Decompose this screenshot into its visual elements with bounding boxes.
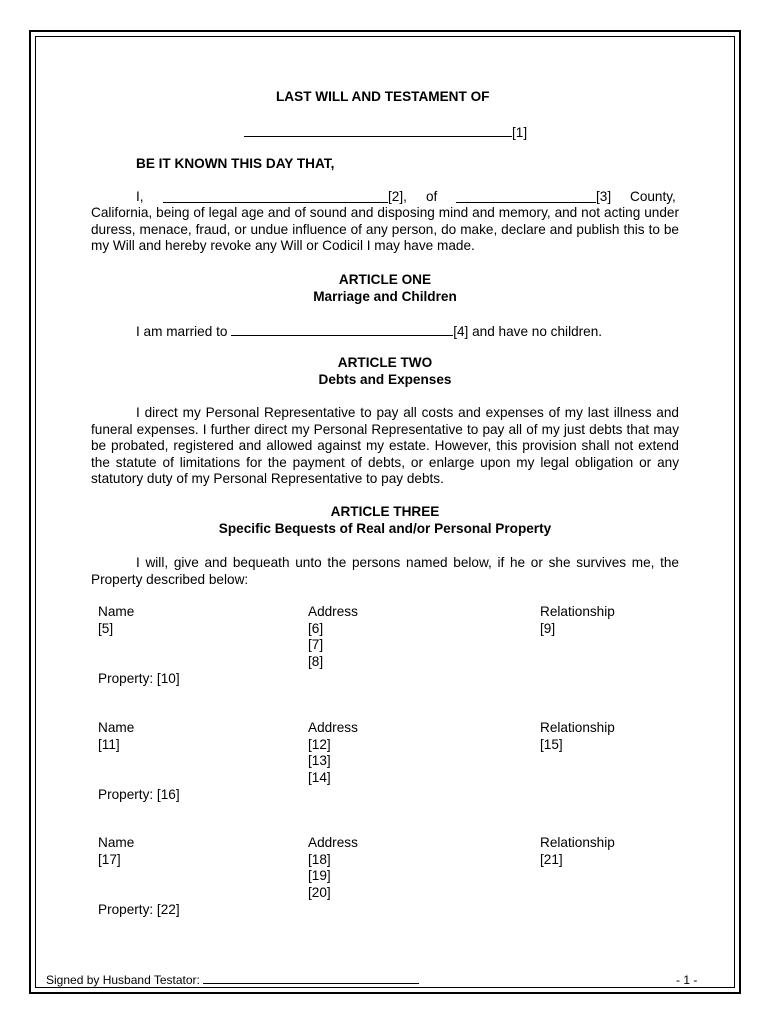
relationship-label: Relationship <box>540 835 615 850</box>
known-heading: BE IT KNOWN THIS DAY THAT, <box>136 156 335 171</box>
name-label: Name <box>98 835 135 850</box>
relationship-label: Relationship <box>540 720 615 735</box>
article-three-subheading: Specific Bequests of Real and/or Personal Property <box>218 521 552 536</box>
relationship-label: Relationship <box>540 604 615 619</box>
marriage-line <box>136 322 602 341</box>
debts-paragraph: I direct my Personal Representative to pay all costs and expenses of my last illness and funeral expenses. I further direct my Personal Representative to pay all of my just debts that may be probated, registered and allowed against my estate. However, this provision shall not extend the statute of limitations for the payment of debts, or enlarge upon my legal obligation or any statutory duty of my Personal Representative to pay debts. <box>91 405 679 486</box>
bequest-paragraph: I will, give and bequeath unto the persons named below, if he or she survives me, the Property described below: <box>91 555 679 587</box>
address-line-1: [18] <box>308 852 331 867</box>
name-value: [5] <box>98 621 114 636</box>
address-label: Address <box>308 604 358 619</box>
name-value: [11] <box>98 737 120 752</box>
intro-paragraph: California, being of legal age and of sound and disposing mind and memory, and not acting under duress, menace, fraud, or undue influence of any person, do make, declare and publish this to be my Will and hereby revoke any Will or Codicil I may have made. <box>91 205 679 253</box>
intro-county: County, <box>630 189 676 204</box>
relationship-value: [15] <box>540 737 563 752</box>
intro-first-line <box>136 189 679 206</box>
marker-4: [4] and have no children. <box>453 324 603 339</box>
intro-i: I, <box>136 189 144 204</box>
relationship-value: [21] <box>540 852 563 867</box>
signed-label: Signed by Husband Testator: <box>46 973 200 987</box>
blank-line[interactable] <box>244 123 512 137</box>
address-line-1: [12] <box>308 737 331 752</box>
spouse-blank[interactable] <box>231 322 453 336</box>
address-label: Address <box>308 835 358 850</box>
article-two-subheading: Debts and Expenses <box>318 372 452 387</box>
field-marker: [1] <box>512 125 528 140</box>
page-number: - 1 - <box>676 973 698 987</box>
address-line-2: [7] <box>308 637 324 652</box>
address-label: Address <box>308 720 358 735</box>
name-value: [17] <box>98 852 121 867</box>
article-two-heading: ARTICLE TWO <box>337 355 433 370</box>
article-three-heading: ARTICLE THREE <box>330 504 440 519</box>
name-blank[interactable] <box>163 189 388 203</box>
address-line-1: [6] <box>308 621 324 636</box>
address-line-2: [19] <box>308 868 331 883</box>
marker-2: [2], <box>388 189 407 204</box>
article-one-heading: ARTICLE ONE <box>338 272 432 287</box>
name-label: Name <box>98 720 135 735</box>
document-title: LAST WILL AND TESTAMENT OF <box>276 89 490 104</box>
article-one-subheading: Marriage and Children <box>313 289 457 304</box>
address-line-3: [20] <box>308 885 331 900</box>
address-line-3: [8] <box>308 654 324 669</box>
property-value: Property: [22] <box>98 902 180 917</box>
marker-3: [3] <box>596 189 612 204</box>
property-value: Property: [16] <box>98 787 180 802</box>
intro-of: of <box>426 189 438 204</box>
relationship-value: [9] <box>540 621 556 636</box>
signature-blank[interactable] <box>203 972 419 984</box>
married-text: I am married to <box>136 324 228 339</box>
testator-name-line <box>244 123 527 142</box>
address-line-2: [13] <box>308 753 331 768</box>
signature-footer <box>46 972 419 989</box>
address-line-3: [14] <box>308 770 331 785</box>
name-label: Name <box>98 604 135 619</box>
property-value: Property: [10] <box>98 671 180 686</box>
county-blank[interactable] <box>456 189 596 203</box>
